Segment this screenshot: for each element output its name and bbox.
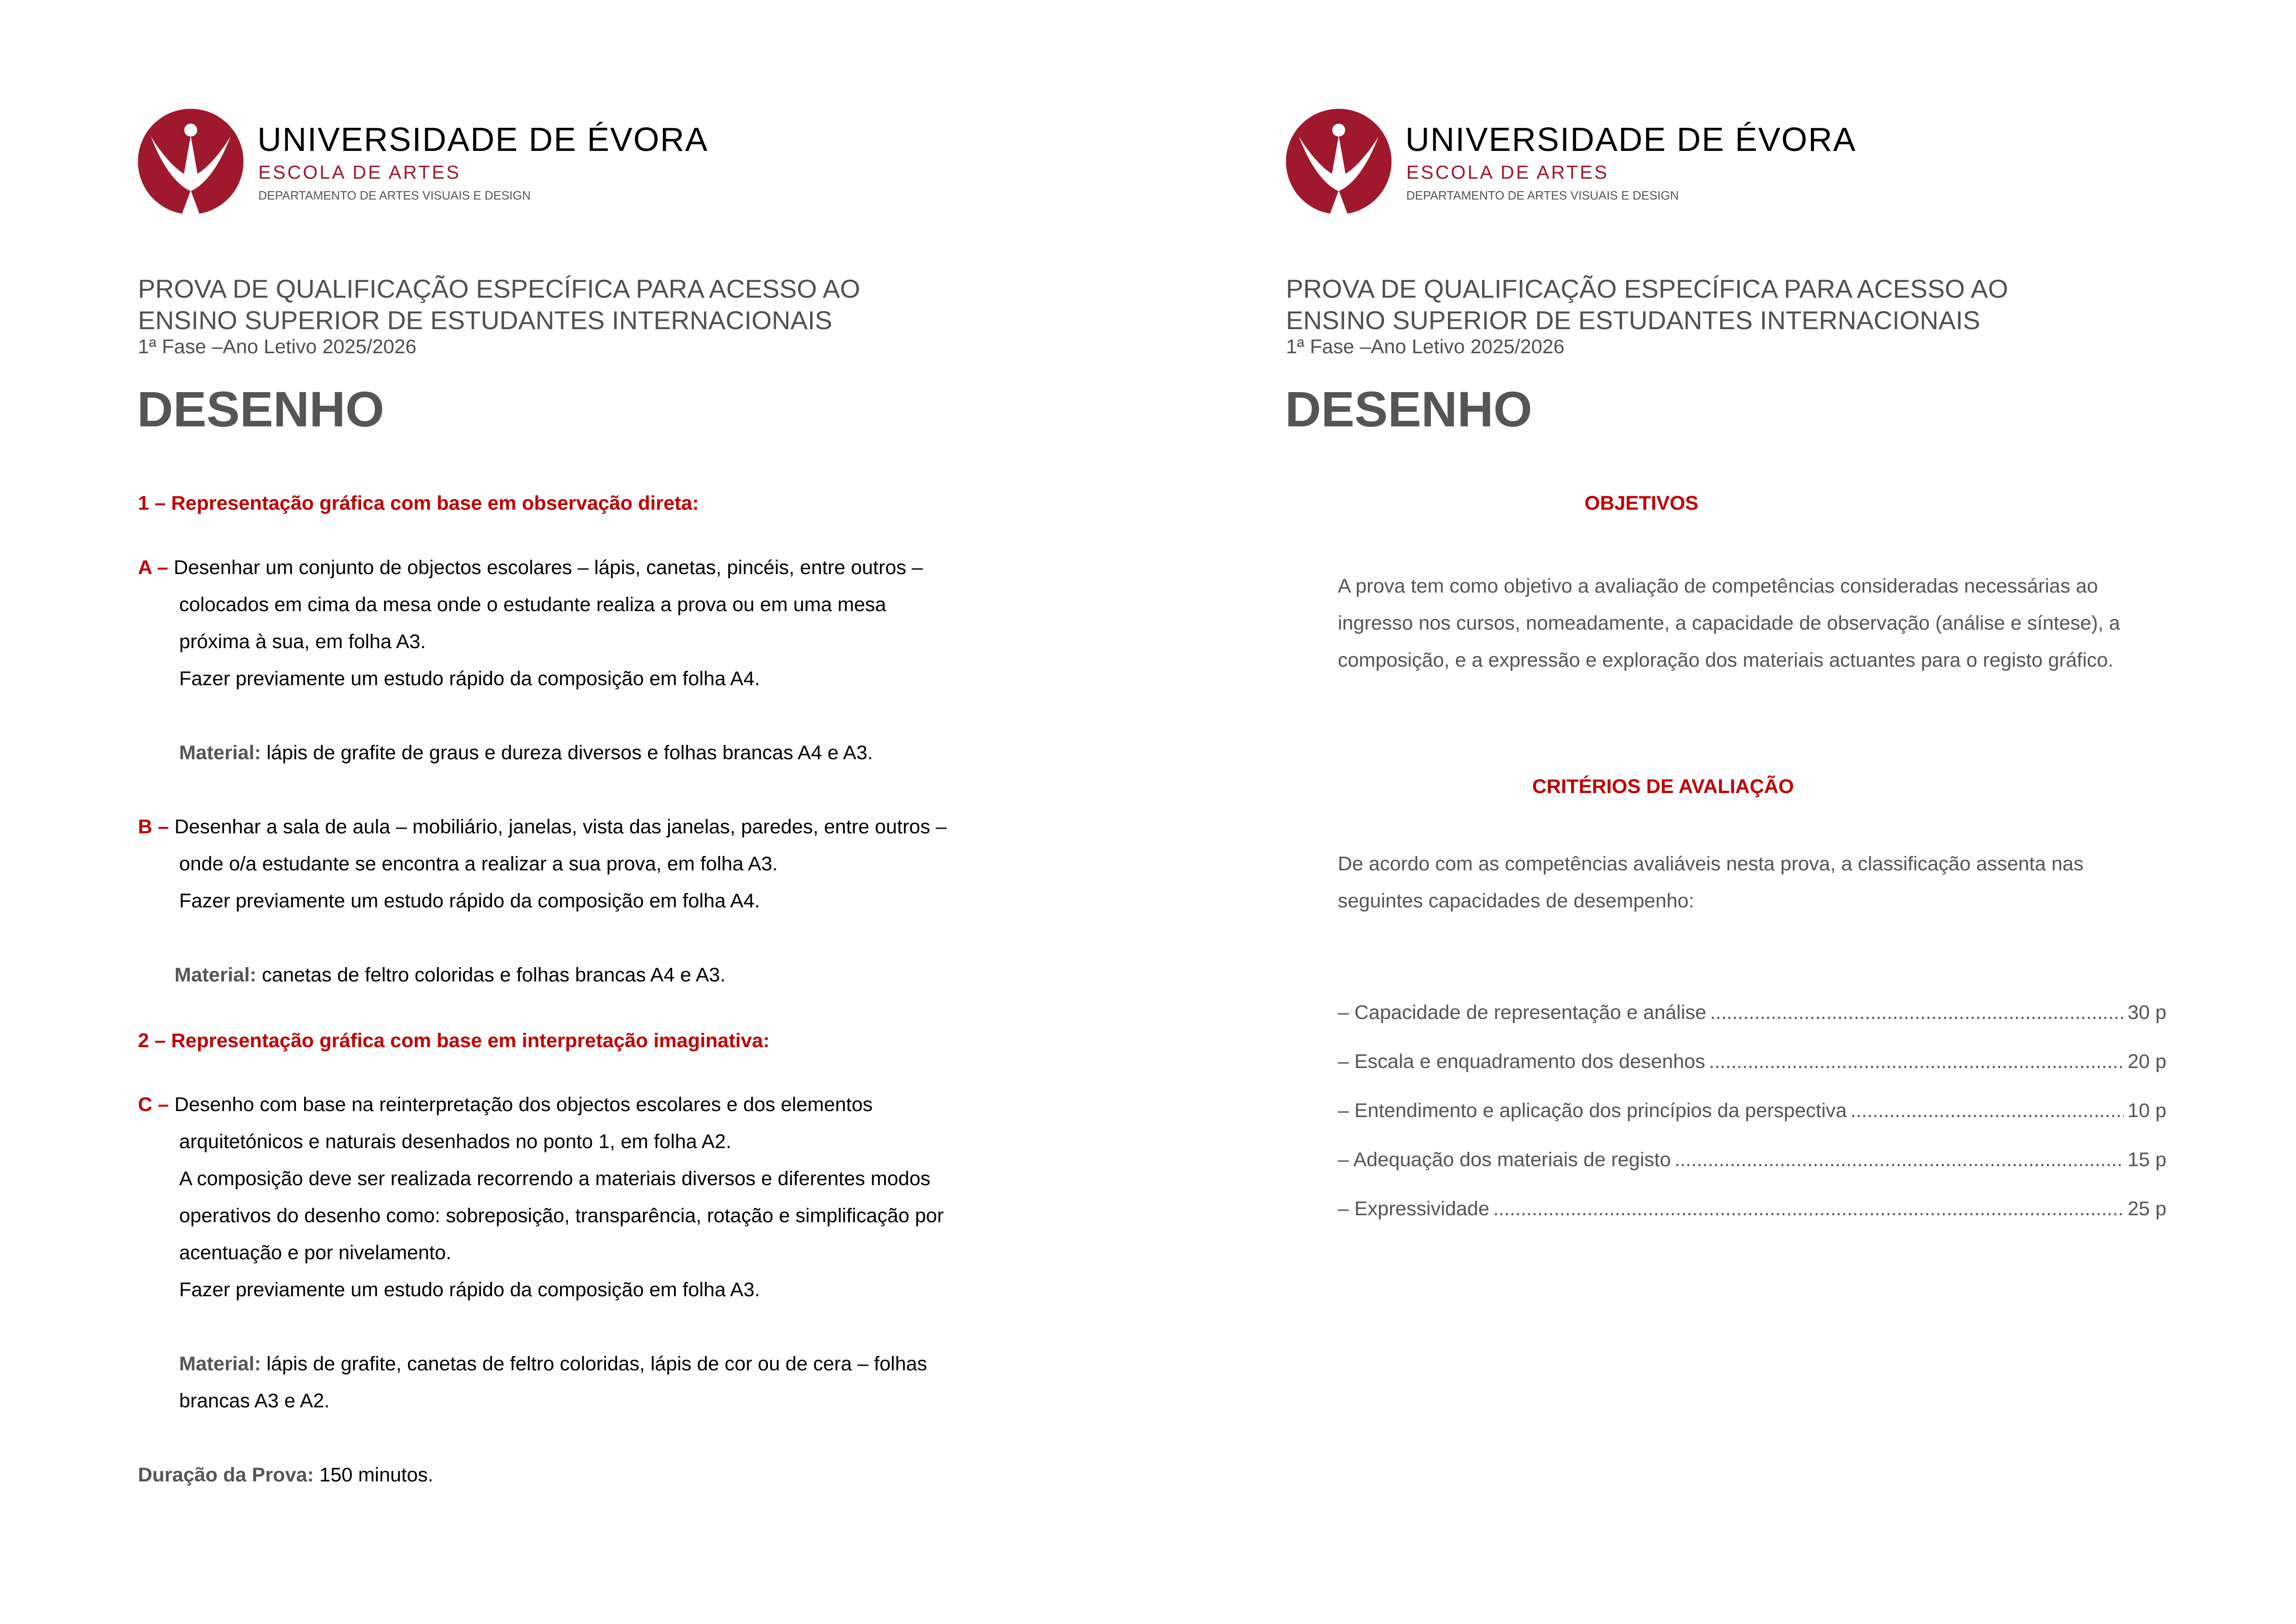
criterion-row: [1338, 1003, 2166, 1023]
item-a-line4: Fazer previamente um estudo rápido da composição em folha A4.: [179, 668, 760, 690]
exam-duration: [138, 1456, 433, 1493]
item-c-material-label: Material:: [179, 1353, 261, 1375]
exam-title-line2: ENSINO SUPERIOR DE ESTUDANTES INTERNACIONAIS: [1286, 306, 1980, 335]
item-b-text: Desenhar a sala de aula – mobiliário, janelas, vista das janelas, paredes, entre outros –: [168, 816, 947, 838]
criterion-points: 15 p: [2128, 1149, 2166, 1171]
department-name: DEPARTAMENTO DE ARTES VISUAIS E DESIGN: [258, 188, 531, 202]
item-a-material: [179, 734, 873, 771]
section1-heading: 1 – Representação gráfica com base em observação direta:: [138, 492, 699, 514]
item-a-label: A –: [138, 556, 168, 579]
item-c-material-line2: brancas A3 e A2.: [179, 1390, 330, 1412]
school-name: ESCOLA DE ARTES: [1406, 162, 1609, 183]
dot-leader: [1675, 1150, 2124, 1170]
university-name: UNIVERSIDADE DE ÉVORA: [257, 121, 709, 158]
item-b-line1: [138, 808, 947, 845]
item-c-label: C –: [138, 1093, 169, 1116]
criteria-intro-line2: seguintes capacidades de desempenho:: [1338, 890, 1694, 912]
item-b-material-text: canetas de feltro coloridas e folhas brancas A4 e A3.: [256, 964, 726, 986]
section2-heading: 2 – Representação gráfica com base em interpretação imaginativa:: [138, 1030, 770, 1052]
duration-value: 150 minutos.: [313, 1464, 434, 1486]
item-c-line1: [138, 1086, 873, 1123]
exam-title: [138, 273, 860, 336]
criterion-points: 20 p: [2128, 1050, 2166, 1073]
department-name: DEPARTAMENTO DE ARTES VISUAIS E DESIGN: [1406, 188, 1679, 202]
exam-title: [1286, 273, 2008, 336]
item-b-material-label: Material:: [175, 964, 256, 986]
item-c-line2: arquitetónicos e naturais desenhados no ponto 1, em folha A2.: [179, 1131, 731, 1153]
criterion-label: – Escala e enquadramento dos desenhos: [1338, 1050, 1705, 1073]
item-a-material-label: Material:: [179, 742, 261, 764]
exam-title-line2: ENSINO SUPERIOR DE ESTUDANTES INTERNACIONAIS: [138, 306, 832, 335]
item-c-line4: operativos do desenho como: sobreposição, transparência, rotação e simplificação por: [179, 1205, 944, 1227]
university-logo-icon: [1285, 108, 1392, 215]
item-b-label: B –: [138, 816, 169, 838]
item-a-text: Desenhar um conjunto de objectos escolares – lápis, canetas, pincéis, entre outros –: [168, 556, 923, 579]
exam-title-line1: PROVA DE QUALIFICAÇÃO ESPECÍFICA PARA ACESSO AO: [1286, 274, 2009, 303]
item-c-line6: Fazer previamente um estudo rápido da composição em folha A3.: [179, 1279, 760, 1301]
objectives-line2: ingresso nos cursos, nomeadamente, a capacidade de observação (análise e síntese), a: [1338, 612, 2120, 634]
item-c-line5: acentuação e por nivelamento.: [179, 1242, 452, 1264]
criterion-label: – Adequação dos materiais de registo: [1338, 1149, 1671, 1171]
criterion-row: [1338, 1150, 2166, 1170]
criterion-points: 25 p: [2128, 1198, 2166, 1220]
criterion-row: [1338, 1101, 2166, 1121]
criteria-intro-line1: De acordo com as competências avaliáveis nesta prova, a classificação assenta nas: [1338, 853, 2084, 875]
exam-phase: 1ª Fase –Ano Letivo 2025/2026: [138, 336, 417, 358]
criterion-label: – Entendimento e aplicação dos princípios da perspectiva: [1338, 1099, 1847, 1122]
item-a-line2: colocados em cima da mesa onde o estudante realiza a prova ou em uma mesa: [179, 593, 886, 616]
item-b-line3: Fazer previamente um estudo rápido da composição em folha A4.: [179, 890, 760, 912]
criteria-heading: CRITÉRIOS DE AVALIAÇÃO: [1532, 775, 1794, 798]
item-b-line2: onde o/a estudante se encontra a realizar a sua prova, em folha A3.: [179, 853, 778, 875]
item-a-material-text: lápis de grafite de graus e dureza diversos e folhas brancas A4 e A3.: [261, 742, 873, 764]
school-name: ESCOLA DE ARTES: [258, 162, 461, 183]
dot-leader: [1709, 1052, 2124, 1072]
item-b-material: [175, 956, 725, 993]
subject-title: DESENHO: [1285, 381, 1533, 437]
duration-label: Duração da Prova:: [138, 1464, 314, 1486]
item-c-text: Desenho com base na reinterpretação dos objectos escolares e dos elementos: [168, 1093, 873, 1116]
exam-title-line1: PROVA DE QUALIFICAÇÃO ESPECÍFICA PARA ACESSO AO: [138, 274, 861, 303]
criterion-points: 10 p: [2128, 1099, 2166, 1122]
page-right: [1148, 0, 2296, 1624]
university-logo-icon: [137, 108, 244, 215]
subject-title: DESENHO: [137, 381, 385, 437]
criterion-row: [1338, 1199, 2166, 1219]
criterion-points: 30 p: [2128, 1001, 2166, 1024]
objectives-heading: OBJETIVOS: [1585, 492, 1699, 514]
dot-leader: [1851, 1101, 2124, 1121]
item-c-material-text: lápis de grafite, canetas de feltro coloridas, lápis de cor ou de cera – folhas: [261, 1353, 927, 1375]
dot-leader: [1710, 1003, 2124, 1023]
objectives-line3: composição, e a expressão e exploração dos materiais actuantes para o registo gráfico.: [1338, 649, 2114, 671]
item-a-line1: [138, 549, 923, 586]
item-c-material: [179, 1345, 927, 1382]
item-c-line3: A composição deve ser realizada recorrendo a materiais diversos e diferentes modos: [179, 1168, 930, 1190]
dot-leader: [1493, 1199, 2124, 1219]
university-name: UNIVERSIDADE DE ÉVORA: [1405, 121, 1857, 158]
criterion-row: [1338, 1052, 2166, 1072]
exam-phase: 1ª Fase –Ano Letivo 2025/2026: [1286, 336, 1565, 358]
objectives-line1: A prova tem como objetivo a avaliação de competências consideradas necessárias ao: [1338, 575, 2098, 597]
criterion-label: – Capacidade de representação e análise: [1338, 1001, 1707, 1024]
criterion-label: – Expressividade: [1338, 1198, 1490, 1220]
item-a-line3: próxima à sua, em folha A3.: [179, 631, 426, 653]
